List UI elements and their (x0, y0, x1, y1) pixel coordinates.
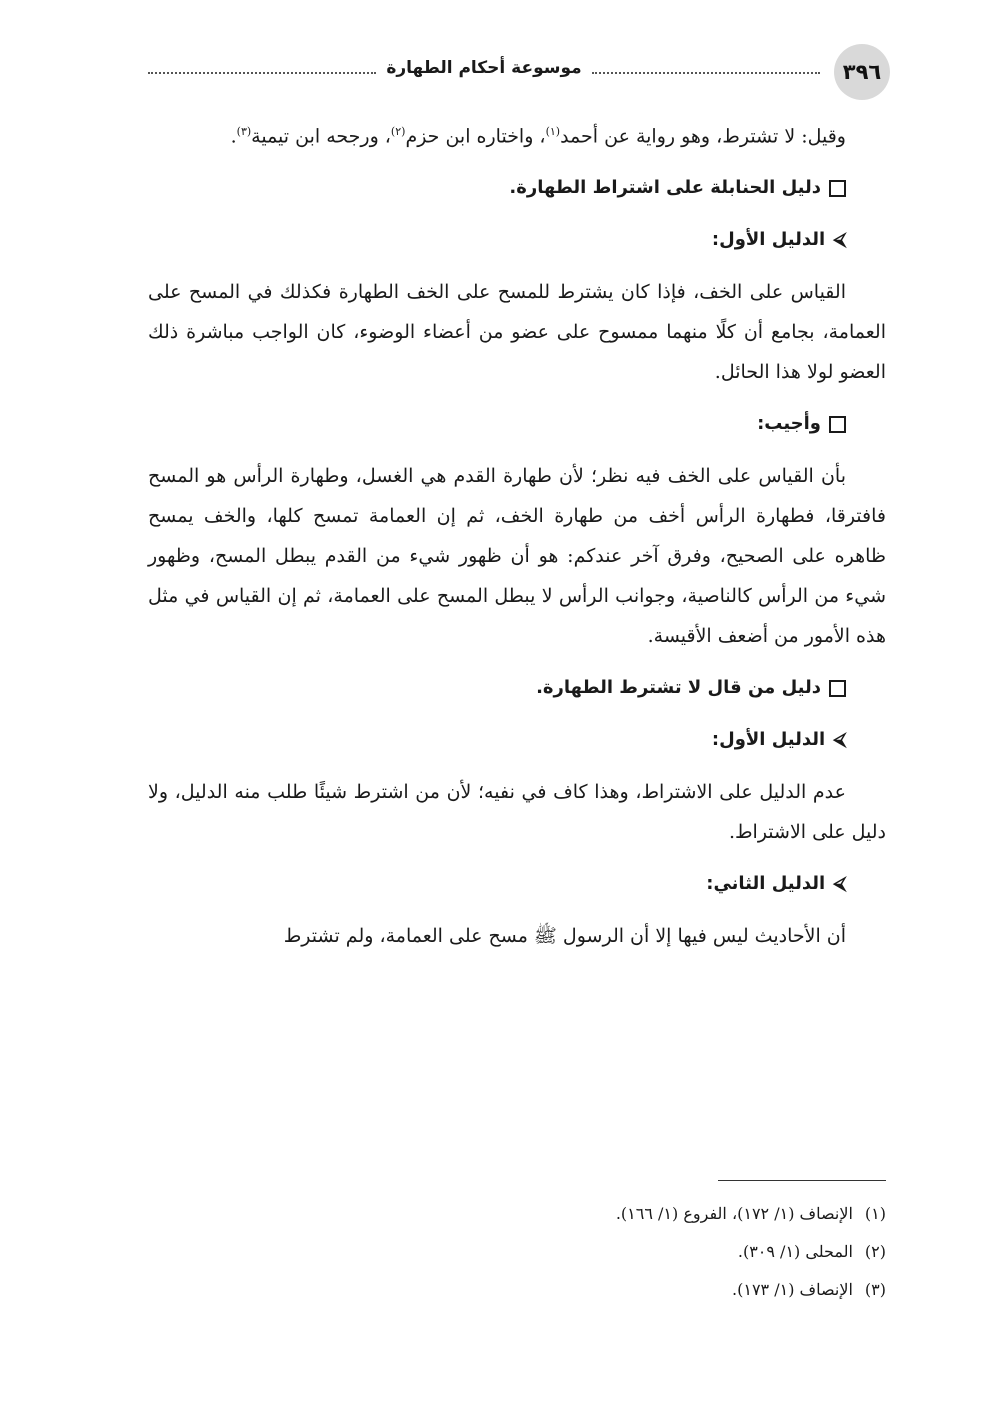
section-heading (148, 168, 886, 208)
footnote-number: (٣) (864, 1280, 886, 1299)
text-span: وقيل: لا تشترط، وهو رواية عن أحمد (560, 125, 846, 148)
heading-text: وأجيب: (757, 413, 821, 435)
paragraph-opinion (148, 112, 886, 156)
page-header (148, 44, 890, 104)
header-dots-right (592, 62, 820, 74)
footnote-number: (٢) (864, 1242, 886, 1261)
footnote-item (148, 1195, 886, 1233)
arrow-bullet-icon: ⮘ (833, 873, 846, 895)
footnote-item (148, 1233, 886, 1271)
subsection-heading (148, 864, 886, 904)
heading-text: دليل من قال لا تشترط الطهارة. (536, 677, 821, 699)
footnote-ref-2[interactable]: (٢) (390, 125, 406, 138)
paragraph-evidence-2: عدم الدليل على الاشتراط، وهذا كاف في نفيه؛ لأن من اشترط شيئًا طلب منه الدليل، ولا دليل على الاشتراط. (148, 781, 886, 844)
subsection-heading (148, 720, 886, 760)
heading-text: الدليل الأول: (711, 729, 826, 751)
paragraph-response: بأن القياس على الخف فيه نظر؛ لأن طهارة القدم هي الغسل، وطهارة الرأس هو المسح فافترقا، فطهارة الرأس أخف من طهارة الخف، ثم إن العمامة تمسح كلها، والخف يمسح ظاهره على الصحيح، وفرق آخر عندكم: هو أن ظهور شيء من القدم يبطل المسح، وظهور شيء من الرأس كالناصية، وجوانب الرأس لا يبطل المسح على العمامة، ثم إن القياس في مثل هذه الأمور من أضعف الأقيسة. (148, 465, 886, 648)
footnote-text: الإنصاف (١/ ١٧٣). (732, 1280, 853, 1299)
main-text (148, 112, 886, 968)
footnotes (148, 1195, 886, 1309)
book-title: موسوعة أحكام الطهارة (386, 58, 582, 78)
heading-text: دليل الحنابلة على اشتراط الطهارة. (509, 177, 821, 199)
running-header (148, 58, 820, 78)
text-span: . (230, 125, 237, 148)
page-number: ٣٩٦ (834, 44, 890, 100)
paragraph-evidence-1: القياس على الخف، فإذا كان يشترط للمسح على الخف الطهارة فكذلك في المسح على العمامة، بجامع أن كلًا منهما ممسوح على عضو من أعضاء الوضوء، كان الواجب مباشرة ذلك العضو لولا هذا الحائل. (148, 281, 886, 384)
footnote-ref-3[interactable]: (٣) (236, 125, 252, 138)
header-dots-left (148, 62, 376, 74)
footnote-number: (١) (864, 1204, 886, 1223)
heading-text: الدليل الأول: (711, 229, 826, 251)
square-bullet-icon (829, 416, 846, 433)
text-span: ، واختاره ابن حزم (405, 125, 546, 148)
footnote-text: المحلى (١/ ٣٠٩). (737, 1242, 853, 1261)
arrow-bullet-icon: ⮘ (833, 229, 846, 251)
section-heading (148, 404, 886, 444)
square-bullet-icon (829, 180, 846, 197)
footnote-text: الإنصاف (١/ ١٧٢)، الفروع (١/ ١٦٦). (615, 1204, 853, 1223)
square-bullet-icon (829, 680, 846, 697)
section-heading (148, 668, 886, 708)
subsection-heading (148, 220, 886, 260)
text-span: ، ورجحه ابن تيمية (251, 125, 391, 148)
footnote-ref-1[interactable]: (١) (545, 125, 561, 138)
footnote-separator (718, 1180, 886, 1181)
heading-text: الدليل الثاني: (706, 873, 826, 895)
paragraph-evidence-3: أن الأحاديث ليس فيها إلا أن الرسول ﷺ مسح على العمامة، ولم تشترط (283, 925, 846, 948)
footnote-item (148, 1271, 886, 1309)
arrow-bullet-icon: ⮘ (833, 729, 846, 751)
